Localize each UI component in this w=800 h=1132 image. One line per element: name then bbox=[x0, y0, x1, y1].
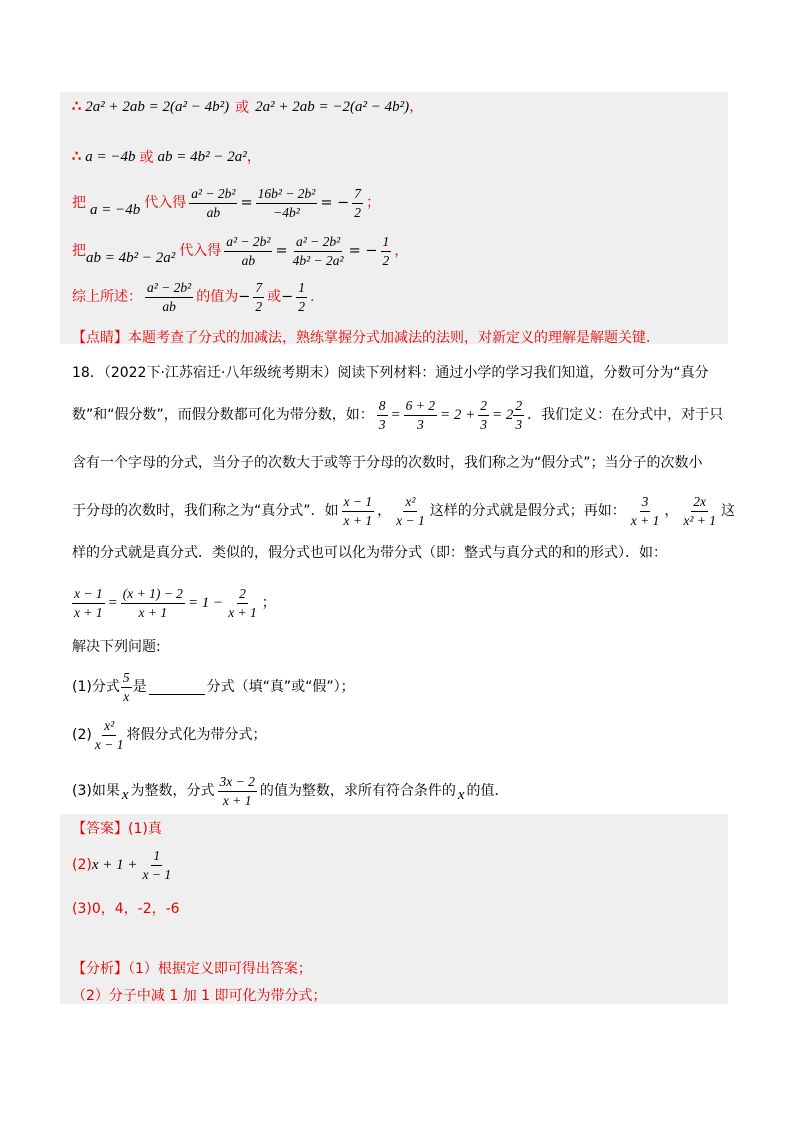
answer-line-3 bbox=[72, 902, 180, 916]
answer-text: (3)0，4，-2，-6 bbox=[72, 901, 180, 917]
problem-text: 18．（2022下·江苏宿迁·八年级统考期末）阅读下列材料：通过小学的学习我们知道，分数可分为“真分 bbox=[72, 365, 709, 381]
punctuation: ． bbox=[310, 288, 325, 305]
math-text: = 1 − bbox=[187, 594, 224, 611]
analysis-line-2 bbox=[72, 989, 327, 1003]
fraction: $\frac{6 + 2}{3}$ bbox=[405, 398, 436, 432]
problem-line-1 bbox=[72, 366, 709, 380]
equation: 2a² + 2ab = 2(a² − 4b²) bbox=[85, 99, 230, 115]
answer-text: (2) bbox=[72, 857, 92, 874]
fraction: $\frac{\text{a² − 2b²}}{ab}$ bbox=[191, 186, 236, 220]
therefore-symbol: ∴ bbox=[72, 98, 82, 116]
fraction: $\frac{2x}{\text{x² + 1}}$ bbox=[683, 494, 716, 528]
result-sign: = − bbox=[320, 194, 350, 211]
fraction: $\frac{1}{2}$ bbox=[382, 234, 390, 268]
math-text: = 2 + bbox=[440, 406, 476, 423]
question-text: 的值． bbox=[466, 783, 509, 800]
fraction: $\frac{\text{a² − 2b²}}{ab}$ bbox=[226, 234, 271, 268]
punctuation: ， bbox=[246, 149, 262, 166]
comment-line bbox=[72, 331, 660, 345]
problem-text: ．我们定义：在分式中，对于只 bbox=[527, 407, 724, 424]
equation: ab = 4b² − 2a² bbox=[157, 149, 247, 165]
problem-line-2: 数”和“假分数”，而假分数都可化为带分数，如： $\frac{8}{3}$ = $\frac{6 + 2}{3}$ = 2 + $\frac{2}{3}$ = 2 $\frac{2}{3}$ ．我们定义：在分式中，对于只 bbox=[72, 398, 724, 432]
answer-line-1 bbox=[72, 822, 162, 836]
condition: a = −4b bbox=[90, 201, 141, 218]
fraction: $\frac{1}{2}$ bbox=[298, 280, 306, 314]
label-text: 把 bbox=[72, 243, 86, 260]
connector-text: 或 bbox=[235, 99, 250, 116]
analysis-text: 【分析】（1）根据定义即可得出答案； bbox=[72, 961, 312, 977]
punctuation: ， bbox=[394, 242, 409, 259]
question-text: (2) bbox=[72, 727, 92, 744]
problem-line-3 bbox=[72, 456, 703, 470]
problem-text: 于分母的次数时，我们称之为“真分式”．如 bbox=[72, 503, 339, 520]
problem-text: 这 bbox=[721, 503, 735, 520]
variable: x bbox=[457, 786, 465, 803]
problem-text: 这样的分式就是假分式；再如： bbox=[429, 503, 626, 520]
fraction: $\frac{2}{x + 1}$ bbox=[228, 586, 257, 620]
question-text: (1)分式 bbox=[72, 679, 120, 696]
condition: ab = 4b² − 2a² bbox=[86, 249, 176, 266]
fraction: $\frac{\text{x²}}{x - 1}$ bbox=[396, 494, 425, 528]
equation: a = −4b bbox=[85, 149, 136, 165]
fraction: $\frac{8}{3}$ bbox=[378, 398, 386, 432]
answer-blank bbox=[149, 680, 205, 695]
fraction: $\frac{\text{a² − 2b²}}{\text{4b² − 2a²}}$ bbox=[292, 234, 344, 268]
fraction: $\frac{x - 1}{x + 1}$ bbox=[343, 494, 373, 528]
math-text: x + 1 + bbox=[91, 856, 138, 873]
solution-line-4: 把 ab = 4b² − 2a² 代入得 $\frac{\text{a² − 2b²}}{ab}$ = $\frac{\text{a² − 2b²}}{\text{4b² − 2a²}}$ = − $\frac{1}{2}$ ， bbox=[72, 234, 409, 268]
result-sign: = − bbox=[348, 242, 378, 259]
fraction: $\frac{\text{a² − 2b²}}{ab}$ bbox=[147, 280, 192, 314]
problem-text: 含有一个字母的分式，当分子的次数大于或等于分母的次数时，我们称之为“假分式”；当分子的次数小 bbox=[72, 455, 703, 471]
punctuation: ； bbox=[366, 194, 381, 211]
problem-line-6: $\frac{x - 1}{x + 1}$ = $\frac{(x + 1) - 2}{x + 1}$ = 1 − $\frac{2}{x + 1}$ ； bbox=[74, 586, 276, 620]
punctuation: ， bbox=[409, 99, 424, 116]
solution-line-2 bbox=[72, 150, 261, 165]
problem-line-7 bbox=[72, 640, 161, 654]
question-1 bbox=[72, 670, 355, 704]
fraction: $\frac{5}{x}$ bbox=[122, 670, 130, 704]
question-text: 将假分式化为带分式； bbox=[126, 727, 267, 744]
label-text: 的值为 bbox=[196, 289, 239, 306]
fraction: $\frac{1}{x - 1}$ bbox=[142, 848, 172, 882]
math-text: = 2 bbox=[492, 406, 514, 423]
label-text: 代入得 bbox=[144, 195, 187, 212]
label-text: 综上所述： bbox=[72, 289, 142, 306]
fraction: $\frac{(x + 1) - 2}{x + 1}$ bbox=[122, 586, 183, 620]
connector-text: 或 bbox=[139, 149, 154, 166]
comment-text: 【点睛】本题考查了分式的加减法，熟练掌握分式加减法的法则，对新定义的理解是解题关键． bbox=[72, 330, 660, 346]
variable: x bbox=[121, 786, 129, 803]
fraction: $\frac{7}{2}$ bbox=[255, 280, 263, 314]
therefore-symbol: ∴ bbox=[72, 148, 82, 166]
analysis-text: （2）分子中减 1 加 1 即可化为带分式； bbox=[72, 988, 327, 1004]
problem-line-5 bbox=[72, 546, 667, 560]
label-text: 代入得 bbox=[179, 243, 222, 260]
fraction: $\frac{x - 1}{x + 1}$ bbox=[74, 586, 103, 620]
problem-text: 样的分式就是真分式．类似的，假分式也可以化为带分式（即：整式与真分式的和的形式）．如： bbox=[72, 545, 667, 561]
problem-text: 数”和“假分数”，而假分数都可化为带分数，如： bbox=[72, 407, 374, 424]
question-text: (3)如果 bbox=[72, 783, 120, 800]
answer-label: 【答案】 bbox=[72, 821, 128, 837]
question-text: 为整数，分式 bbox=[130, 783, 215, 800]
analysis-line-1 bbox=[72, 962, 312, 976]
solution-line-3: 把 a = −4b 代入得 $\frac{\text{a² − 2b²}}{ab}$ = $\frac{\text{16b² − 2b²}}{\text{−4b²}}$ = − $\frac{7}{2}$ ； bbox=[72, 186, 381, 220]
fraction: $\frac{\text{x²}}{x - 1}$ bbox=[94, 718, 124, 752]
fraction: $\frac{3}{x + 1}$ bbox=[630, 494, 660, 528]
fraction: $\frac{2}{3}$ bbox=[515, 398, 523, 432]
answer-line-2 bbox=[72, 848, 176, 882]
question-text: 的值为整数，求所有符合条件的 bbox=[259, 783, 456, 800]
connector-text: 或 bbox=[267, 289, 282, 306]
solution-line-5: 综上所述： $\frac{\text{a² − 2b²}}{ab}$ 的值为 − $\frac{7}{2}$ 或 − $\frac{1}{2}$ ． bbox=[72, 280, 325, 314]
problem-text: 解决下列问题: bbox=[72, 639, 161, 655]
fraction: $\frac{7}{2}$ bbox=[354, 186, 362, 220]
question-text: 是 bbox=[132, 679, 147, 696]
equation: 2a² + 2ab = −2(a² − 4b²) bbox=[255, 99, 410, 115]
fraction: $\frac{3x - 2}{x + 1}$ bbox=[219, 774, 255, 808]
fraction: $\frac{\text{16b² − 2b²}}{\text{−4b²}}$ bbox=[257, 186, 316, 220]
problem-line-4: 于分母的次数时，我们称之为“真分式”．如 $\frac{x - 1}{x + 1}$ ， $\frac{\text{x²}}{x - 1}$ 这样的分式就是假分式；再如： $\frac{3}{x + 1}$ ， $\frac{2x}{\text{x² + 1}}$ 这 bbox=[72, 494, 735, 528]
question-2 bbox=[72, 718, 266, 752]
fraction: $\frac{2}{3}$ bbox=[480, 398, 488, 432]
solution-line-1 bbox=[72, 100, 424, 115]
label-text: 把 bbox=[72, 195, 86, 212]
answer-text: (1)真 bbox=[128, 821, 162, 837]
question-3 bbox=[72, 774, 509, 808]
question-text: 分式（填“真”或“假”）； bbox=[206, 679, 355, 696]
